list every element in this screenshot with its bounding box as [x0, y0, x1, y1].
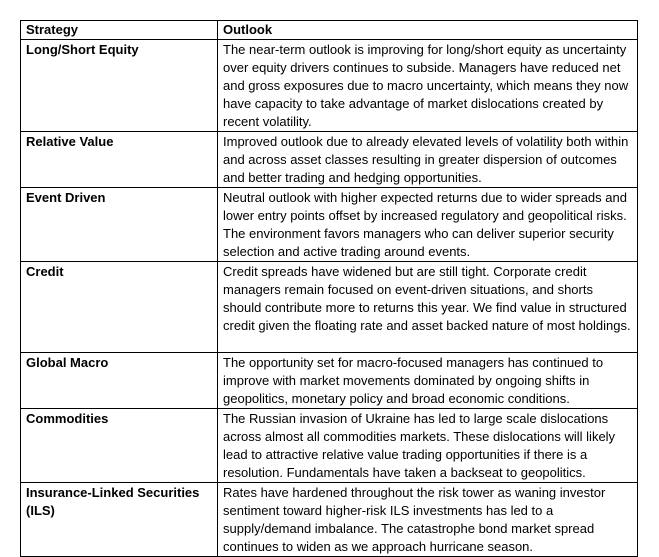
table-row: [21, 353, 638, 409]
strategy-cell: Insurance-Linked Securities (ILS): [21, 483, 218, 557]
outlook-cell: Improved outlook due to already elevated levels of volatility both within and across asset classes resulting in greater dispersion of outcomes and better trading and hedging opportunities.: [218, 132, 638, 188]
strategy-cell: Event Driven: [21, 188, 218, 262]
strategy-outlook-table: [20, 20, 638, 557]
table-row: [21, 132, 638, 188]
outlook-cell: The opportunity set for macro-focused managers has continued to improve with market movements dominated by ongoing shifts in geopolitics, monetary policy and broad economic conditions.: [218, 353, 638, 409]
table-row: [21, 483, 638, 557]
strategy-outlook-table-container: [20, 20, 638, 557]
strategy-cell: Relative Value: [21, 132, 218, 188]
strategy-cell: Global Macro: [21, 353, 218, 409]
column-header-outlook: Outlook: [218, 21, 638, 40]
strategy-cell: Long/Short Equity: [21, 40, 218, 132]
table-row: [21, 40, 638, 132]
strategy-cell: Commodities: [21, 409, 218, 483]
outlook-cell: Rates have hardened throughout the risk tower as waning investor sentiment toward higher-risk ILS investments has led to a supply/demand imbalance. The catastrophe bond market spread continues to widen as we approach hurricane season.: [218, 483, 638, 557]
table-row: [21, 409, 638, 483]
outlook-cell: The near-term outlook is improving for long/short equity as uncertainty over equity drivers continues to subside. Managers have reduced net and gross exposures due to macro uncertainty, which means they now have capacity to take advantage of market dislocations created by recent volatility.: [218, 40, 638, 132]
outlook-cell: The Russian invasion of Ukraine has led to large scale dislocations across almost all commodities markets. These dislocations will likely lead to attractive relative value trading opportunities if there is a resolution. Fundamentals have taken a backseat to geopolitics.: [218, 409, 638, 483]
table-row: [21, 262, 638, 353]
table-header-row: [21, 21, 638, 40]
outlook-cell: Neutral outlook with higher expected returns due to wider spreads and lower entry points offset by increased regulatory and geopolitical risks. The environment favors managers who can deliver superior security selection and active trading around events.: [218, 188, 638, 262]
table-row: [21, 188, 638, 262]
column-header-strategy: Strategy: [21, 21, 218, 40]
strategy-cell: Credit: [21, 262, 218, 353]
outlook-cell: Credit spreads have widened but are still tight. Corporate credit managers remain focused on event-driven situations, and shorts should contribute more to returns this year. We find value in structured credit given the floating rate and asset backed nature of most holdings.: [218, 262, 638, 353]
